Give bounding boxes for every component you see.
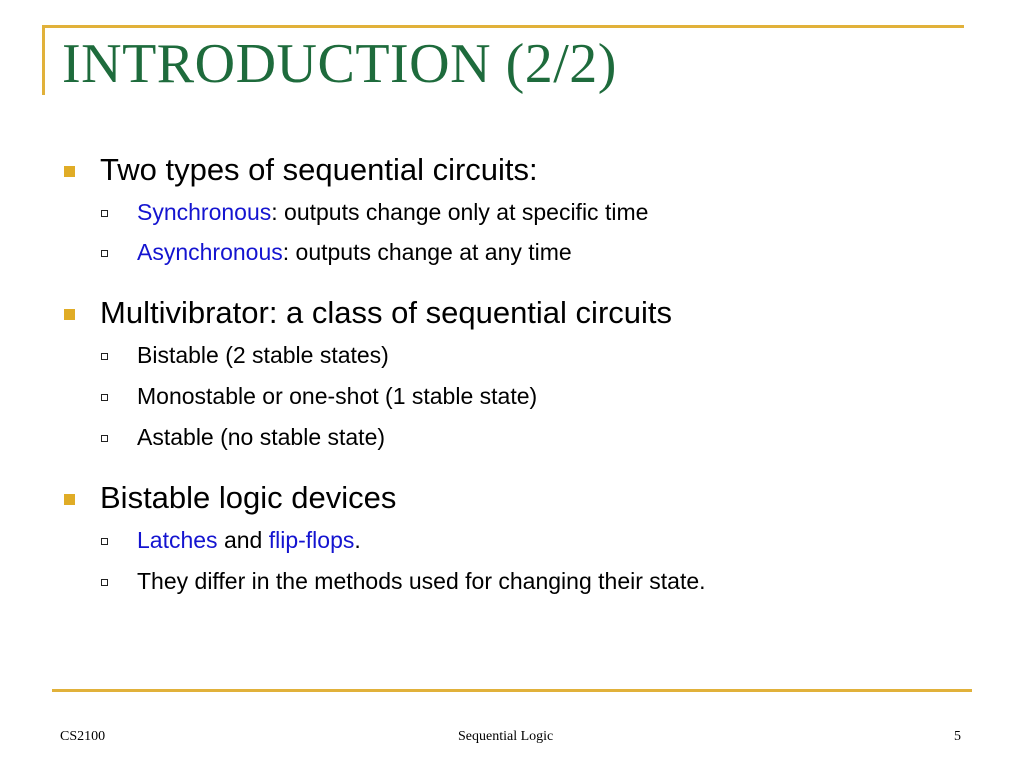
slide-title: INTRODUCTION (2/2)	[62, 33, 617, 95]
list-item	[137, 201, 648, 224]
hollow-square-bullet-icon	[101, 538, 108, 545]
footer-topic: Sequential Logic	[458, 729, 554, 744]
hollow-square-bullet-icon	[101, 353, 108, 360]
term-highlight: Latches	[137, 527, 218, 553]
bullet-square-icon	[64, 494, 75, 505]
title-corner-horizontal-line	[42, 25, 964, 28]
item-text: and	[217, 527, 269, 553]
list-item: They differ in the methods used for changing their state.	[137, 568, 706, 594]
item-text: : outputs change only at specific time	[271, 199, 649, 225]
section-heading: Multivibrator: a class of sequential circuits	[100, 295, 673, 330]
list-item	[137, 241, 572, 264]
hollow-square-bullet-icon	[101, 435, 108, 442]
list-item: Astable (no stable state)	[137, 424, 386, 450]
term-highlight: flip-flops	[268, 527, 355, 553]
hollow-square-bullet-icon	[101, 579, 108, 586]
bullet-square-icon	[64, 309, 75, 320]
list-item: Monostable or one-shot (1 stable state)	[137, 383, 538, 409]
item-text: : outputs change at any time	[282, 239, 572, 265]
term-highlight: Synchronous	[137, 199, 272, 225]
page-number: 5	[954, 729, 961, 744]
title-corner-vertical-line	[42, 25, 45, 95]
section-heading: Two types of sequential circuits:	[100, 152, 538, 187]
hollow-square-bullet-icon	[101, 394, 108, 401]
section-heading: Bistable logic devices	[100, 480, 397, 515]
bullet-square-icon	[64, 166, 75, 177]
footer-course: CS2100	[60, 729, 106, 744]
hollow-square-bullet-icon	[101, 210, 108, 217]
list-item: Bistable (2 stable states)	[137, 342, 389, 368]
item-text: .	[354, 527, 361, 553]
list-item	[137, 529, 361, 552]
hollow-square-bullet-icon	[101, 250, 108, 257]
term-highlight: Asynchronous	[137, 239, 283, 265]
footer-divider	[52, 689, 972, 692]
